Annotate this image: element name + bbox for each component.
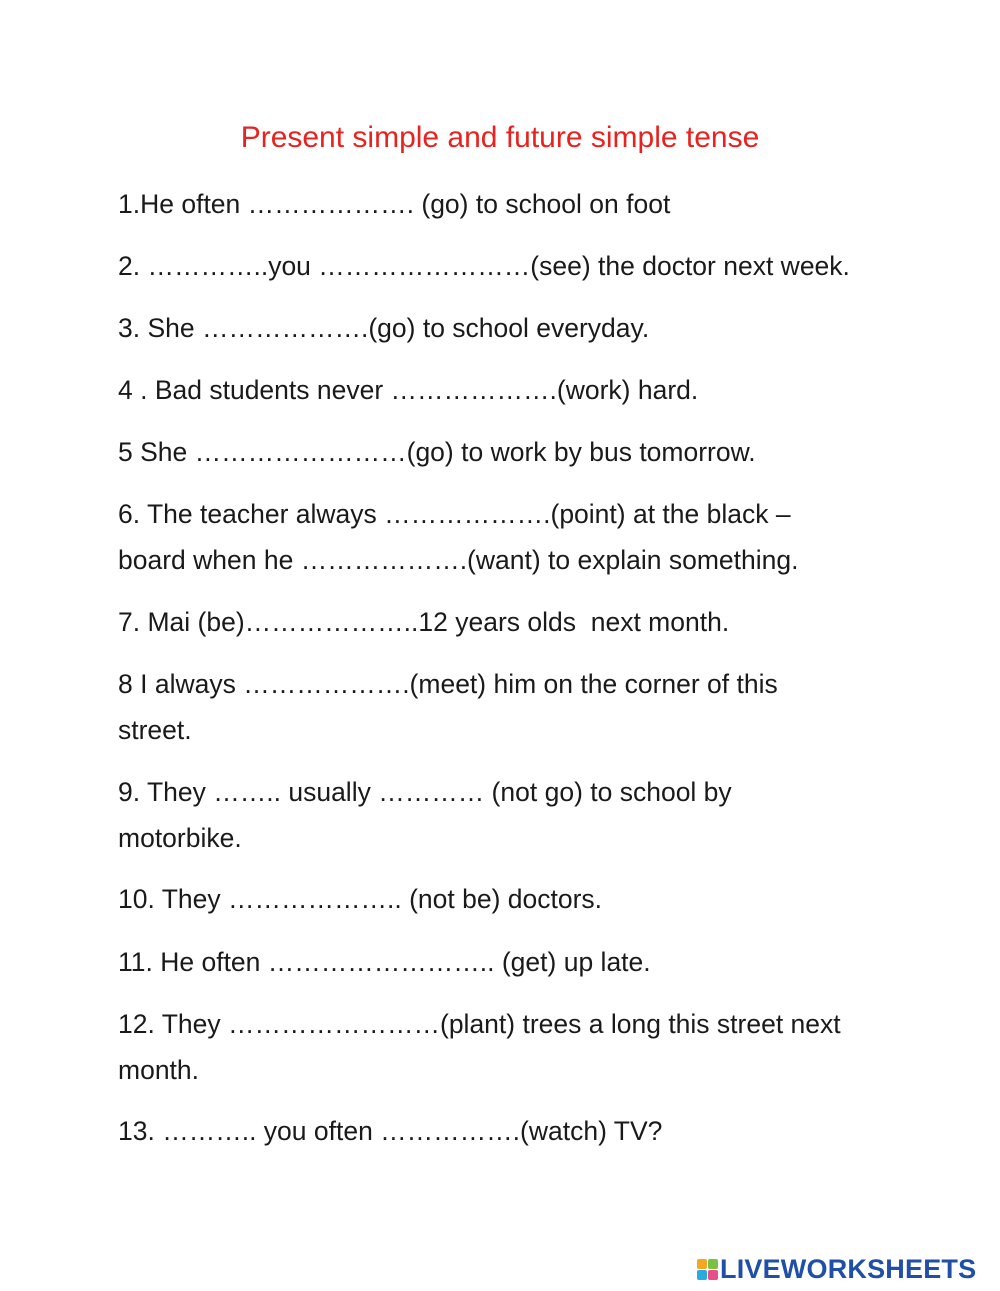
brand-name: LIVEWORKSHEETS <box>720 1254 977 1284</box>
question-10: 10. They ……………….. (not be) doctors. <box>118 884 603 914</box>
question-9: 9. They …….. usually ………… (not go) to school by motorbike. <box>118 777 732 853</box>
question-2: 2. …………..you ……………………(see) the doctor next week. <box>118 251 850 281</box>
page-title: Present simple and future simple tense <box>240 121 760 154</box>
question-3: 3. She ……………….(go) to school everyday. <box>118 313 650 343</box>
brand-watermark <box>697 1254 976 1284</box>
question-12: 12. They ……………………(plant) trees a long this street next month. <box>118 1009 841 1085</box>
question-4: 4 . Bad students never ……………….(work) hard. <box>118 375 699 405</box>
question-13: 13. ……….. you often …………….(watch) TV? <box>118 1116 663 1146</box>
question-7: 7. Mai (be)………………..12 years olds next month. <box>118 607 730 637</box>
question-8: 8 I always ……………….(meet) him on the corner of this street. <box>118 669 778 745</box>
question-11: 11. He often …………………….. (get) up late. <box>118 947 651 977</box>
question-1: 1.He often ………………. (go) to school on foot <box>118 189 671 219</box>
question-6: 6. The teacher always ……………….(point) at the black – board when he ……………….(want) to explain something. <box>118 499 799 575</box>
liveworksheets-logo-icon <box>697 1259 718 1280</box>
question-5: 5 She ……………………(go) to work by bus tomorrow. <box>118 437 756 467</box>
